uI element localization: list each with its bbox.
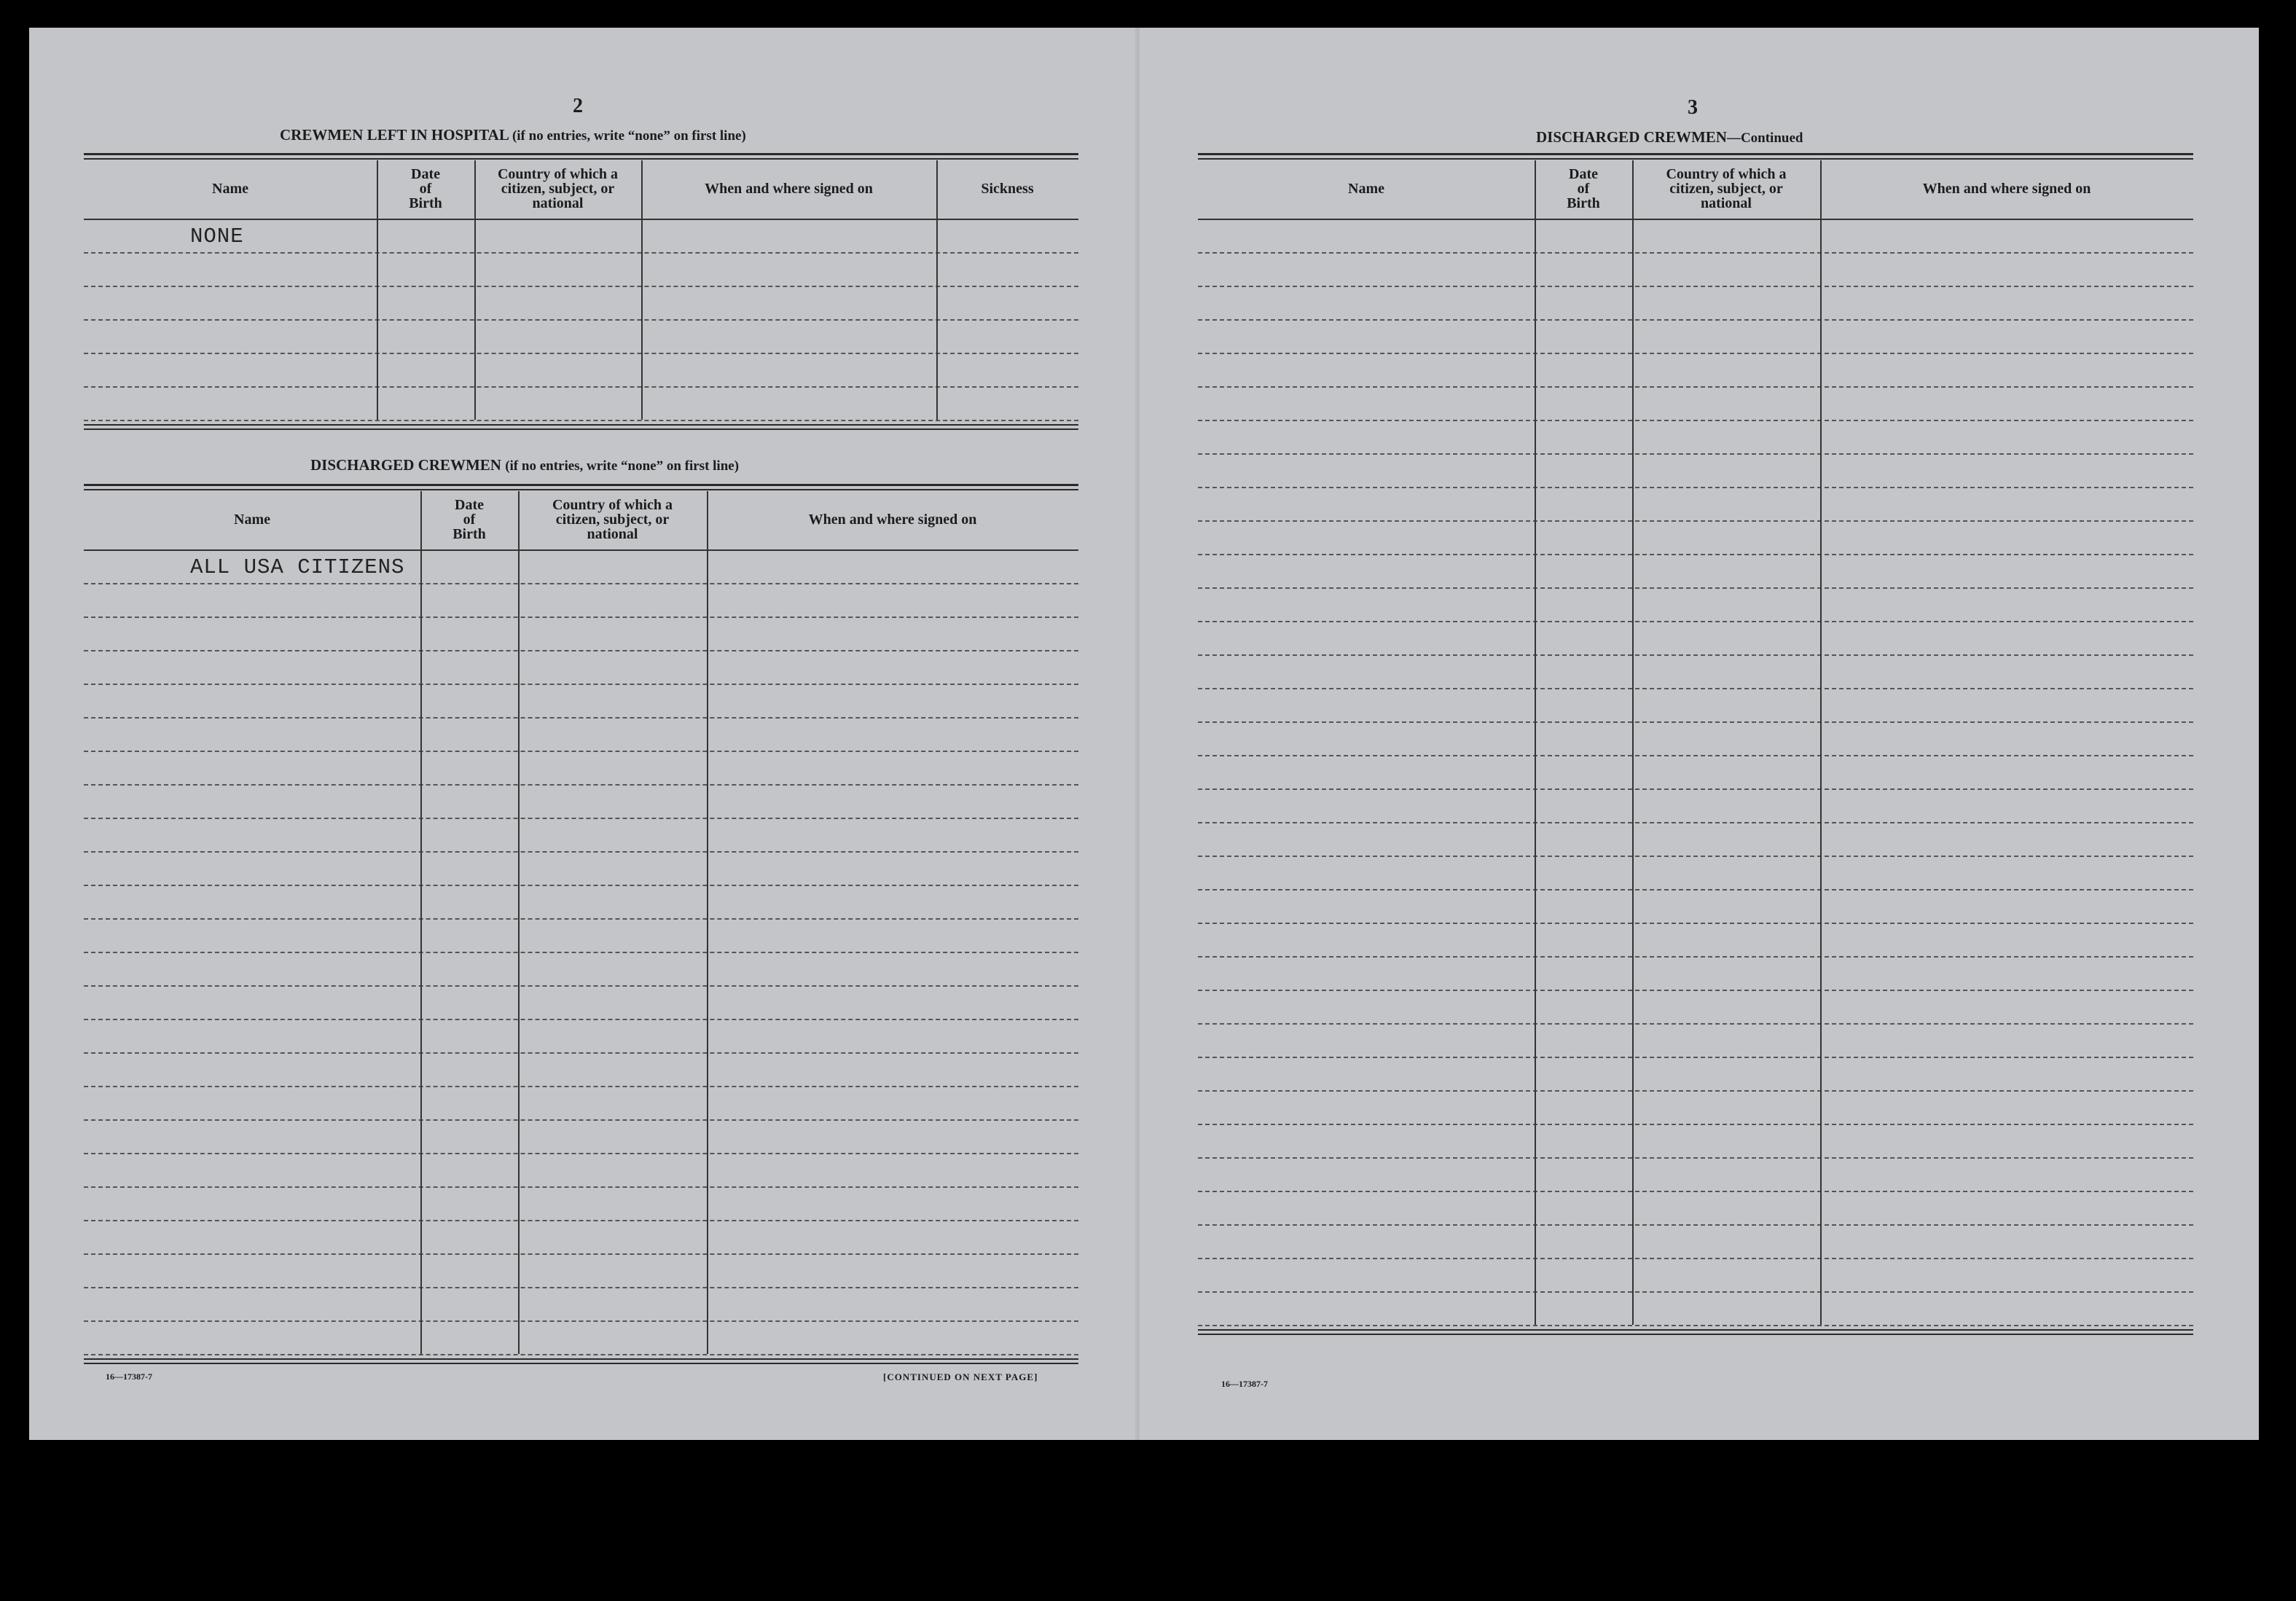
table-bottom-rule: [84, 424, 1078, 426]
row-rule: [1198, 856, 2193, 857]
row-rule: [1198, 520, 2193, 522]
row-rule: [84, 1287, 1078, 1288]
page-number-right: 3: [1688, 96, 1698, 119]
row-rule: [1198, 923, 2193, 924]
column-divider: [936, 160, 938, 420]
row-rule: [84, 1186, 1078, 1188]
hospital-title-text: CREWMEN LEFT IN HOSPITAL: [280, 126, 509, 144]
row-rule: [1198, 487, 2193, 488]
column-header: Date of Birth: [452, 497, 486, 542]
row-rule: [84, 717, 1078, 719]
discharged-continued-suffix: —Continued: [1726, 130, 1803, 146]
row-rule: [84, 784, 1078, 786]
form-number-right: 16—17387-7: [1221, 1379, 1268, 1389]
first-entry-text: NONE: [190, 224, 244, 248]
row-rule: [84, 583, 1078, 584]
row-rule: [84, 818, 1078, 819]
row-rule: [84, 751, 1078, 752]
row-rule: [1198, 386, 2193, 388]
row-rule: [84, 1153, 1078, 1154]
column-header: Name: [1348, 181, 1384, 197]
table-top-rule-inner: [84, 489, 1078, 490]
row-rule: [1198, 286, 2193, 287]
discharged-section-title: [310, 456, 739, 474]
row-rule: [84, 952, 1078, 953]
column-header: Country of which a citizen, subject, or national: [1666, 166, 1787, 211]
row-rule: [1198, 1258, 2193, 1259]
row-rule: [84, 353, 1078, 354]
table-bottom-rule: [84, 1358, 1078, 1360]
discharged-continued-title: [1536, 128, 1803, 146]
table-top-rule: [1198, 153, 2193, 155]
row-rule: [1198, 1325, 2193, 1326]
row-rule: [84, 1086, 1078, 1087]
column-header: When and where signed on: [705, 181, 873, 197]
row-rule: [84, 851, 1078, 853]
column-divider: [377, 160, 378, 420]
table-top-rule-inner: [1198, 158, 2193, 160]
row-rule: [1198, 822, 2193, 823]
column-divider: [518, 491, 520, 1354]
table-top-rule-inner: [84, 158, 1078, 160]
header-bottom-rule: [1198, 219, 2193, 220]
hospital-table: [84, 153, 1078, 434]
row-rule: [1198, 654, 2193, 656]
discharged-title-note: (if no entries, write “none” on first line): [505, 458, 740, 474]
form-number-left: 16—17387-7: [106, 1371, 152, 1382]
row-rule: [84, 1354, 1078, 1355]
table-top-rule: [84, 153, 1078, 155]
column-divider: [474, 160, 476, 420]
hospital-title-note: (if no entries, write “none” on first line): [512, 128, 746, 144]
row-rule: [84, 684, 1078, 685]
row-rule: [1198, 453, 2193, 455]
column-header: Date of Birth: [1567, 166, 1600, 211]
page-fold: [1135, 28, 1140, 1440]
column-header: Country of which a citizen, subject, or national: [497, 166, 618, 211]
row-rule: [1198, 1191, 2193, 1192]
row-rule: [84, 1052, 1078, 1054]
column-header: Sickness: [981, 181, 1034, 197]
row-rule: [84, 1220, 1078, 1221]
row-rule: [1198, 956, 2193, 958]
row-rule: [84, 650, 1078, 651]
column-divider: [1632, 160, 1634, 1325]
column-header: When and where signed on: [1922, 181, 2091, 197]
column-header: When and where signed on: [808, 512, 977, 528]
row-rule: [1198, 319, 2193, 321]
column-divider: [420, 491, 422, 1354]
table-bottom-rule-inner: [84, 428, 1078, 430]
row-rule: [1198, 990, 2193, 991]
row-rule: [84, 420, 1078, 421]
row-rule: [1198, 889, 2193, 890]
column-header: Name: [234, 512, 270, 528]
row-rule: [1198, 755, 2193, 756]
row-rule: [1198, 1124, 2193, 1125]
column-header: Name: [212, 181, 248, 197]
row-rule: [1198, 1057, 2193, 1058]
row-rule: [84, 1253, 1078, 1255]
row-rule: [1198, 721, 2193, 723]
row-rule: [1198, 353, 2193, 354]
row-rule: [84, 1019, 1078, 1020]
row-rule: [1198, 1090, 2193, 1092]
row-rule: [84, 918, 1078, 920]
row-rule: [84, 616, 1078, 618]
column-header: Country of which a citizen, subject, or national: [552, 497, 673, 542]
discharged-title-text: DISCHARGED CREWMEN: [310, 456, 501, 474]
continued-note: [CONTINUED ON NEXT PAGE]: [883, 1371, 1038, 1382]
row-rule: [1198, 420, 2193, 421]
row-rule: [84, 1119, 1078, 1121]
row-rule: [84, 319, 1078, 321]
row-rule: [1198, 554, 2193, 555]
table-top-rule: [84, 484, 1078, 486]
header-bottom-rule: [84, 219, 1078, 220]
column-divider: [1820, 160, 1822, 1325]
table-bottom-rule-inner: [1198, 1334, 2193, 1335]
row-rule: [1198, 1224, 2193, 1226]
row-rule: [1198, 1023, 2193, 1025]
table-bottom-rule-inner: [84, 1363, 1078, 1364]
row-rule: [84, 1320, 1078, 1322]
row-rule: [1198, 621, 2193, 622]
row-rule: [84, 985, 1078, 987]
discharged-table: [84, 484, 1078, 1371]
column-header: Date of Birth: [409, 166, 442, 211]
row-rule: [1198, 1157, 2193, 1159]
row-rule: [1198, 1291, 2193, 1293]
column-divider: [1535, 160, 1536, 1325]
row-rule: [84, 386, 1078, 388]
first-entry-text: ALL USA CITIZENS: [190, 555, 405, 579]
page-number-left: 2: [573, 95, 583, 117]
row-rule: [1198, 788, 2193, 790]
row-rule: [1198, 587, 2193, 589]
row-rule: [84, 286, 1078, 287]
row-rule: [1198, 688, 2193, 689]
row-rule: [84, 885, 1078, 886]
hospital-section-title: [280, 126, 746, 144]
column-divider: [641, 160, 643, 420]
column-divider: [707, 491, 708, 1354]
header-bottom-rule: [84, 549, 1078, 551]
row-rule: [1198, 252, 2193, 254]
discharged-continued-title-text: DISCHARGED CREWMEN: [1536, 128, 1727, 146]
table-bottom-rule: [1198, 1329, 2193, 1331]
discharged-continued-table: [1198, 153, 2193, 1377]
row-rule: [84, 252, 1078, 254]
